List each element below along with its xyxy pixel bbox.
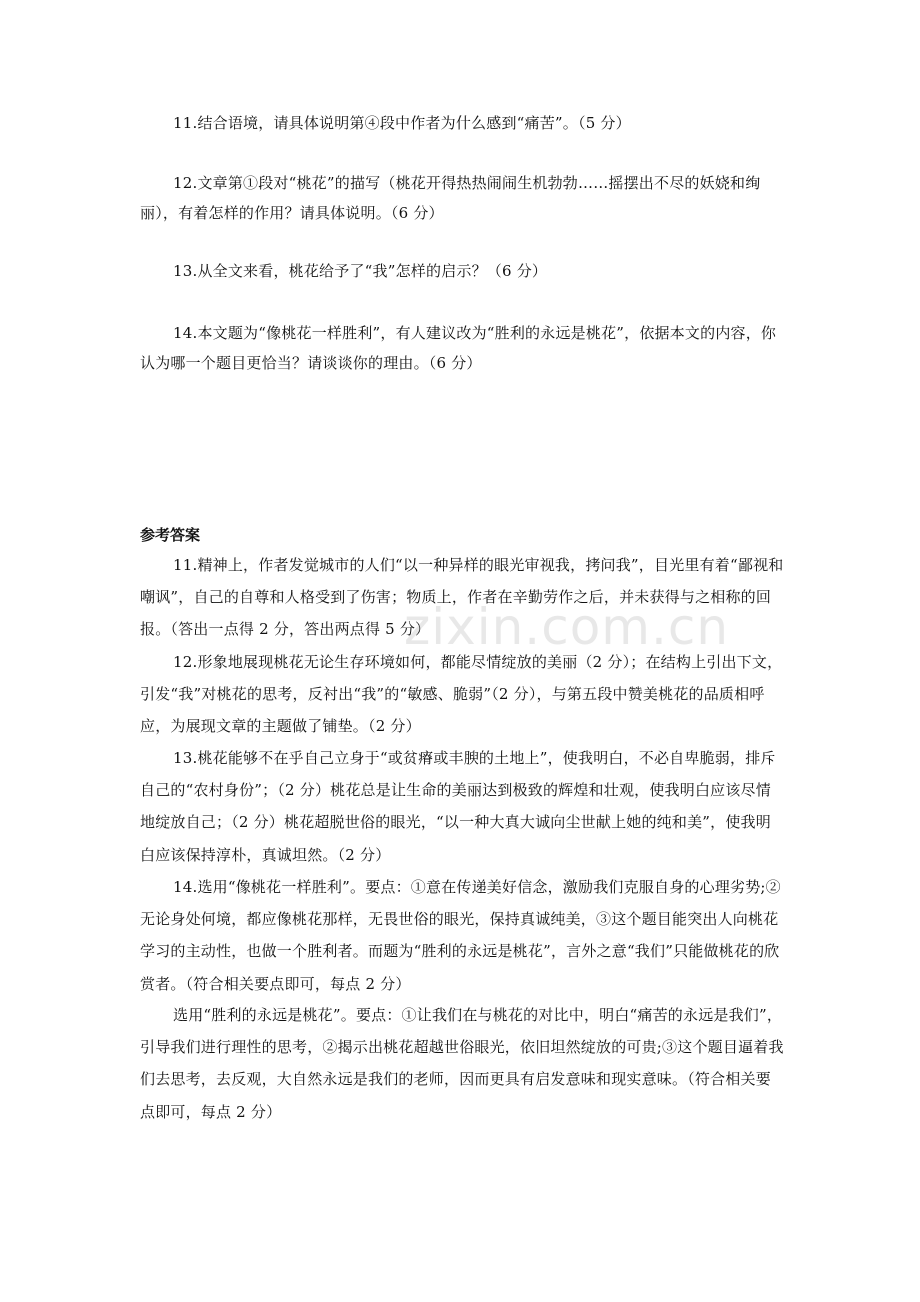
question-11: 11.结合语境，请具体说明第④段中作者为什么感到“痛苦”。（5 分）: [173, 114, 631, 132]
answer-section-title: 参考答案: [140, 526, 201, 544]
answer-13: 13.桃花能够不在乎自己立身于“或贫瘠或丰腴的土地上”，使我明白，不必自卑脆弱，排斥自己的“农村身份”；（2 分）桃花总是让生命的美丽达到极致的辉煌和壮观，使我明白应该尽情地绽放自己；（2 分）桃花超脱世俗的眼光，“以一种大真大诚向尘世献上她的纯和美”，使我明白应该保持淳朴，真诚坦然。（2 分）: [140, 749, 776, 864]
answer-14: 14.选用“像桃花一样胜利”。要点：①意在传递美好信念，激励我们克服自身的心理劣势;②无论身处何境，都应像桃花那样，无畏世俗的眼光，保持真诚纯美，③这个题目能突出人向桃花学习的主动性，也做一个胜利者。而题为“胜利的永远是桃花”，言外之意“我们”只能做桃花的欣赏者。（符合相关要点即可，每点 2 分）: [140, 878, 781, 993]
question-12: 12.文章第①段对“桃花”的描写（桃花开得热热闹闹生机勃勃……摇摆出不尽的妖娆和绚丽），有着怎样的作用？请具体说明。（6 分）: [140, 174, 761, 222]
answer-12: 12.形象地展现桃花无论生存环境如何，都能尽情绽放的美丽（2 分）；在结构上引出下文，引发“我”对桃花的思考，反衬出“我”的“敏感、脆弱”（2 分），与第五段中赞美桃花的品质相呼应，为展现文章的主题做了铺垫。（2 分）: [140, 653, 783, 736]
answer-14-alternative: 选用“胜利的永远是桃花”。要点：①让我们在与桃花的对比中，明白“痛苦的永远是我们”，引导我们进行理性的思考，②揭示出桃花超越世俗眼光，依旧坦然绽放的可贵;③这个题目逼着我们去思考，去反观，大自然永远是我们的老师，因而更具有启发意味和现实意味。（符合相关要点即可，每点 2 分）: [140, 1006, 784, 1121]
question-14: 14.本文题为“像桃花一样胜利”，有人建议改为“胜利的永远是桃花”，依据本文的内容，你认为哪一个题目更恰当？请谈谈你的理由。（6 分）: [140, 324, 777, 372]
answer-11: 11.精神上，作者发觉城市的人们“以一种异样的眼光审视我，拷问我”，目光里有着“鄙视和嘲讽”，自己的自尊和人格受到了伤害；物质上，作者在辛勤劳作之后，并未获得与之相称的回报。（答出一点得 2 分，答出两点得 5 分）: [140, 556, 784, 639]
watermark: zixin.com.cn: [404, 598, 730, 656]
question-13: 13.从全文来看，桃花给予了“我”怎样的启示？（6 分）: [173, 262, 548, 280]
